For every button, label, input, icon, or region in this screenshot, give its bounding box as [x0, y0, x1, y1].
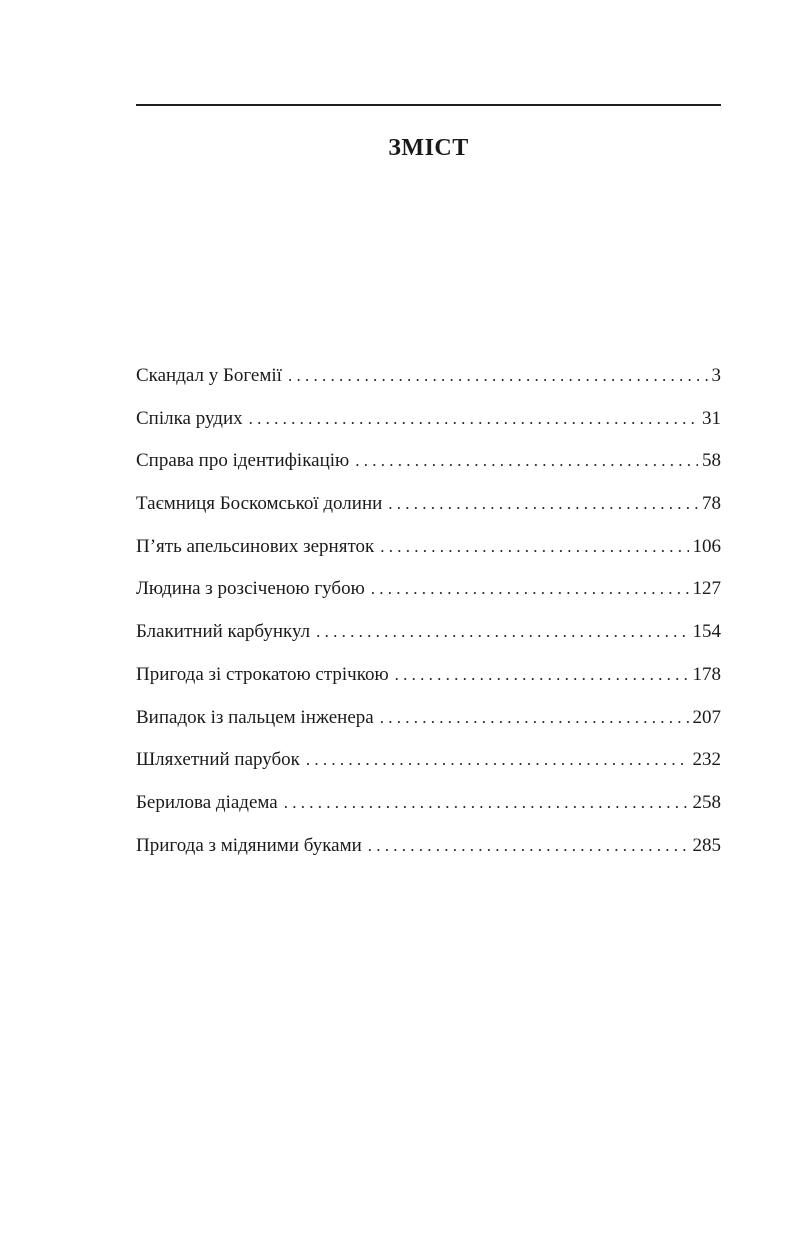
toc-leader-dots: [249, 405, 698, 433]
toc-entry-title: Спілка рудих: [136, 407, 243, 429]
toc-entry-title: Пригода зі строкатою стрічкою: [136, 663, 389, 685]
toc-entry-page: 3: [711, 365, 721, 386]
toc-leader-dots: [284, 789, 689, 817]
toc-entry[interactable]: [136, 832, 721, 875]
toc-entry[interactable]: [136, 490, 721, 533]
toc-entry-page: 285: [692, 834, 721, 856]
toc-entry-page: 258: [692, 791, 721, 813]
toc-entry-page: 127: [692, 578, 721, 600]
toc-entry-page: 154: [692, 621, 721, 643]
toc-leader-dots: [306, 746, 689, 774]
top-rule: [136, 104, 721, 106]
toc-leader-dots: [368, 832, 689, 860]
toc-entry-page: 178: [692, 663, 721, 685]
toc-entry-title: П’ять апельсинових зерняток: [136, 535, 375, 557]
toc-leader-dots: [380, 704, 689, 732]
toc-entry-page: 58: [702, 450, 721, 472]
toc-entry[interactable]: [136, 704, 721, 747]
toc-leader-dots: [288, 362, 708, 390]
toc-entry-title: Пригода з мідяними буками: [136, 834, 362, 856]
toc-leader-dots: [371, 575, 689, 603]
toc-entry[interactable]: [136, 618, 721, 661]
toc-entry[interactable]: [136, 533, 721, 576]
toc-entry-page: 106: [692, 535, 721, 557]
toc-entry[interactable]: [136, 447, 721, 490]
toc-entry-page: 78: [702, 493, 721, 515]
toc-entry[interactable]: [136, 405, 721, 448]
toc-leader-dots: [380, 533, 688, 561]
toc-entry-title: Шляхетний парубок: [136, 749, 300, 771]
toc-entry-title: Справа про ідентифікацію: [136, 450, 350, 472]
toc-entry[interactable]: [136, 575, 721, 618]
toc-entry-page: 207: [692, 706, 721, 728]
toc-entry-title: Випадок із пальцем інженера: [136, 706, 374, 728]
toc-entry-page: 31: [702, 407, 721, 429]
toc-entry[interactable]: [136, 746, 721, 789]
toc-entry[interactable]: [136, 661, 721, 704]
toc-leader-dots: [355, 447, 698, 475]
toc-entry-title: Таємниця Боскомської долини: [136, 493, 383, 515]
toc-leader-dots: [388, 490, 698, 518]
toc-entry-title: Блакитний карбункул: [136, 621, 311, 643]
toc-leader-dots: [395, 661, 689, 689]
toc-entry[interactable]: [136, 789, 721, 832]
table-of-contents: [136, 362, 721, 874]
toc-entry-title: Берилова діадема: [136, 791, 278, 813]
toc-entry-page: 232: [692, 749, 721, 771]
toc-entry-title: Людина з розсіченою губою: [136, 578, 365, 600]
page-title: ЗМІСТ: [388, 135, 469, 161]
toc-entry[interactable]: [136, 362, 721, 405]
toc-entry-title: Скандал у Богемії: [136, 365, 282, 386]
toc-leader-dots: [316, 618, 688, 646]
